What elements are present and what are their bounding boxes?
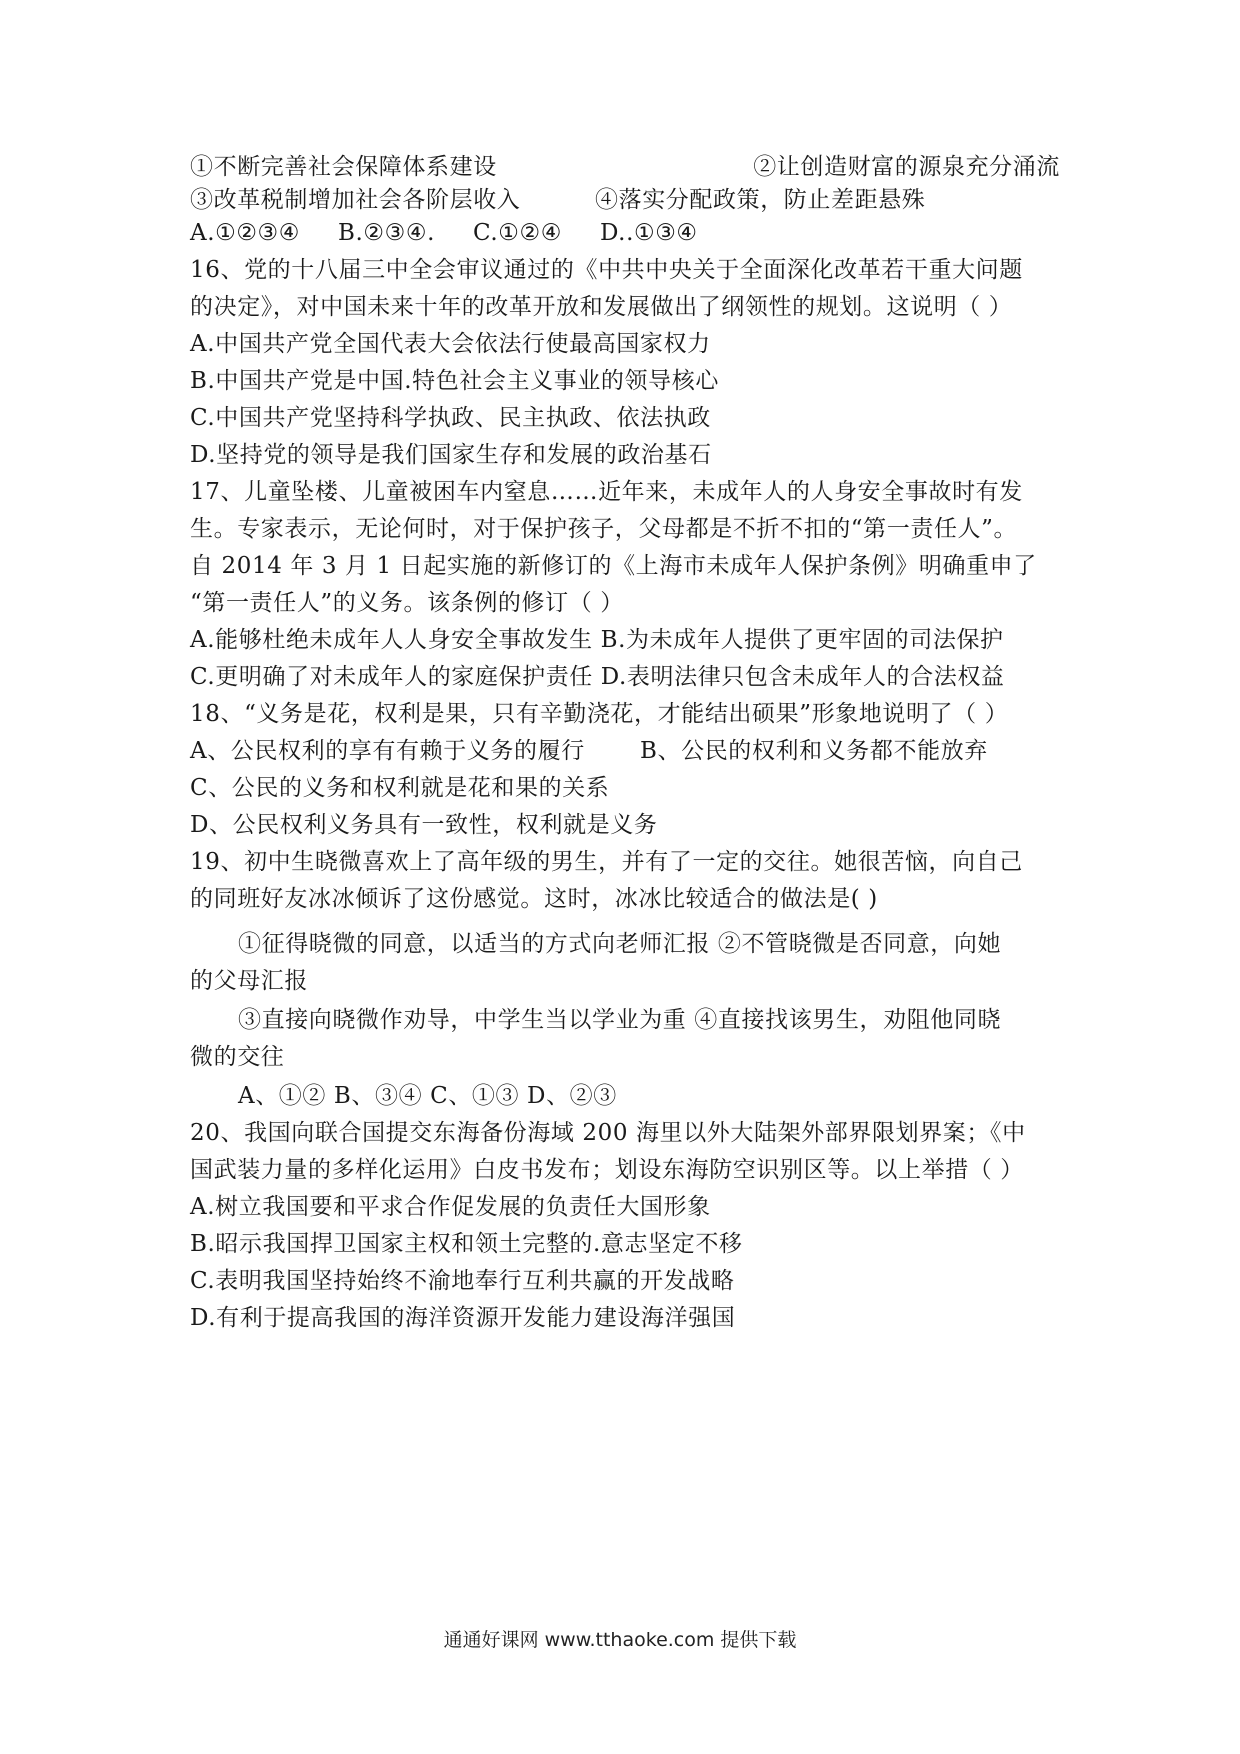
q20-stem-line-1: 20、我国向联合国提交东海备份海域 200 海里以外大陆架外部界限划界案；《中 bbox=[190, 1120, 1026, 1146]
q16-option-a: A.中国共产党全国代表大会依法行使最高国家权力 bbox=[190, 331, 711, 357]
q18-options-ab bbox=[190, 736, 1060, 766]
q20-stem-line-2: 国武装力量的多样化运用》白皮书发布；划设东海防空识别区等。以上举措（ ） bbox=[190, 1157, 1024, 1183]
q15-option-2: ②让创造财富的源泉充分涌流 bbox=[753, 154, 1060, 180]
q18-stem: 18、“义务是花，权利是果，只有辛勤浇花，才能结出硕果”形象地说明了（ ） bbox=[190, 701, 1009, 727]
q19-statement-line-4: 微的交往 bbox=[190, 1044, 285, 1070]
page-footer: 通通好课网 www.tthaoke.com 提供下载 bbox=[443, 1629, 797, 1651]
q17-stem-line-1: 17、儿童坠楼、儿童被困车内窒息……近年来，未成年人的人身安全事故时有发 bbox=[190, 479, 1023, 505]
q19-choices: A、①② B、③④ C、①③ D、②③ bbox=[238, 1083, 617, 1109]
q18-option-d: D、公民权利义务具有一致性，权利就是义务 bbox=[190, 812, 658, 838]
q19-stem-line-1: 19、初中生晓微喜欢上了高年级的男生，并有了一定的交往。她很苦恼，向自己 bbox=[190, 849, 1023, 875]
q17-options-ab: A.能够杜绝未成年人人身安全事故发生 B.为未成年人提供了更牢固的司法保护 bbox=[190, 627, 1004, 653]
q15-choice-c: C.①②④ bbox=[472, 220, 562, 246]
q19-stem-line-2: 的同班好友冰冰倾诉了这份感觉。这时，冰冰比较适合的做法是( ) bbox=[190, 886, 878, 912]
q17-stem-line-2: 生。专家表示，无论何时，对于保护孩子，父母都是不折不扣的“第一责任人”。 bbox=[190, 516, 1018, 542]
q15-choice-d: D..①③④ bbox=[599, 220, 698, 246]
q16-option-d: D.坚持党的领导是我们国家生存和发展的政治基石 bbox=[190, 442, 712, 468]
q18-option-c: C、公民的义务和权利就是花和果的关系 bbox=[190, 775, 610, 801]
q15-option-3: ③改革税制增加社会各阶层收入 bbox=[190, 187, 521, 213]
q15-options-row-2 bbox=[190, 185, 1060, 215]
q15-options-row-1 bbox=[190, 152, 1060, 182]
q16-option-b: B.中国共产党是中国.特色社会主义事业的领导核心 bbox=[190, 368, 719, 394]
q19-statement-line-3: ③直接向晓微作劝导，中学生当以学业为重 ④直接找该男生，劝阻他同晓 bbox=[238, 1007, 1002, 1033]
q16-stem-line-2: 的决定》，对中国未来十年的改革开放和发展做出了纲领性的规划。这说明（ ） bbox=[190, 294, 1013, 320]
q16-stem-line-1: 16、党的十八届三中全会审议通过的《中共中央关于全面深化改革若干重大问题 bbox=[190, 257, 1023, 283]
q17-stem-line-4: “第一责任人”的义务。该条例的修订（ ） bbox=[190, 590, 624, 616]
q20-option-d: D.有利于提高我国的海洋资源开发能力建设海洋强国 bbox=[190, 1305, 736, 1331]
q16-option-c: C.中国共产党坚持科学执政、民主执政、依法执政 bbox=[190, 405, 711, 431]
q20-option-a: A.树立我国要和平求合作促发展的负责任大国形象 bbox=[190, 1194, 711, 1220]
q15-option-4: ④落实分配政策，防止差距悬殊 bbox=[595, 187, 926, 213]
q15-option-1: ①不断完善社会保障体系建设 bbox=[190, 154, 497, 180]
q18-option-b: B、公民的权利和义务都不能放弃 bbox=[640, 738, 988, 764]
q19-statement-line-2: 的父母汇报 bbox=[190, 968, 308, 994]
q18-option-a: A、公民权利的享有有赖于义务的履行 bbox=[190, 738, 585, 764]
q15-choice-a: A.①②③④ bbox=[190, 220, 300, 246]
q19-statement-line-1: ①征得晓微的同意，以适当的方式向老师汇报 ②不管晓微是否同意，向她 bbox=[238, 931, 1002, 957]
q15-choice-b: B.②③④. bbox=[338, 220, 435, 246]
q17-stem-line-3: 自 2014 年 3 月 1 日起实施的新修订的《上海市未成年人保护条例》明确重申了 bbox=[190, 553, 1037, 579]
q20-option-b: B.昭示我国捍卫国家主权和领土完整的.意志坚定不移 bbox=[190, 1231, 743, 1257]
q15-choices bbox=[190, 218, 1060, 248]
q17-options-cd: C.更明确了对未成年人的家庭保护责任 D.表明法律只包含未成年人的合法权益 bbox=[190, 664, 1005, 690]
q20-option-c: C.表明我国坚持始终不渝地奉行互利共赢的开发战略 bbox=[190, 1268, 735, 1294]
